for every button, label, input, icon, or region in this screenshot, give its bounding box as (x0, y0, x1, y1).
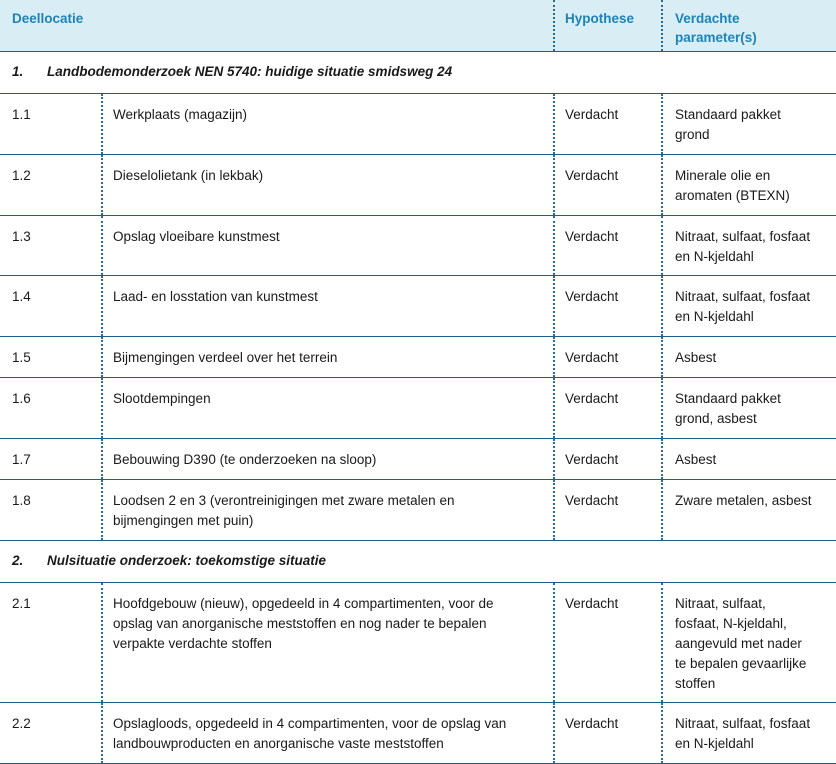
parameter-line: grond, asbest (675, 411, 757, 426)
parameter-line: aromaten (BTEXN) (675, 188, 790, 203)
column-divider (661, 94, 663, 154)
parameter-line: en N-kjeldahl (675, 736, 754, 751)
row-hypothesis: Verdacht (565, 493, 619, 508)
column-divider (101, 583, 103, 702)
parameter-line: Nitraat, sulfaat, (675, 596, 766, 611)
parameter-line: Zware metalen, asbest (675, 493, 812, 508)
column-divider (101, 155, 103, 215)
row-number: 1.4 (12, 289, 31, 304)
description-line: Werkplaats (magazijn) (113, 107, 248, 122)
row-number: 1.8 (12, 493, 31, 508)
column-divider (661, 337, 663, 377)
row-description (113, 714, 549, 754)
row-number: 1.2 (12, 168, 31, 183)
description-line: landbouwproducten en anorganische vaste meststoffen (113, 736, 444, 751)
section-title-text: Nulsituatie onderzoek: toekomstige situatie (47, 553, 327, 568)
row-parameters (675, 491, 835, 511)
section-heading (0, 541, 836, 583)
column-divider (101, 94, 103, 154)
row-hypothesis: Verdacht (565, 229, 619, 244)
row-parameters (675, 105, 835, 145)
row-parameters (675, 594, 835, 694)
row-number: 1.3 (12, 229, 31, 244)
parameter-line: aangevuld met nader (675, 636, 802, 651)
row-parameters (675, 166, 835, 206)
header-verdachte-line2: parameter(s) (675, 30, 757, 45)
column-divider (553, 155, 555, 215)
column-divider (661, 216, 663, 275)
column-divider (661, 0, 663, 51)
row-description (113, 491, 549, 531)
parameter-line: Nitraat, sulfaat, fosfaat (675, 716, 811, 731)
table-row (0, 439, 836, 480)
parameter-line: Standaard pakket (675, 107, 781, 122)
table-row (0, 583, 836, 703)
column-divider (553, 0, 555, 51)
table-row (0, 276, 836, 337)
row-description (113, 105, 549, 125)
description-line: Bebouwing D390 (te onderzoeken na sloop) (113, 452, 377, 467)
column-divider (661, 155, 663, 215)
row-number: 2.1 (12, 596, 31, 611)
column-divider (553, 583, 555, 702)
description-line: bijmengingen met puin) (113, 513, 254, 528)
row-number: 1.1 (12, 107, 31, 122)
section-title-text: Landbodemonderzoek NEN 5740: huidige situatie smidsweg 24 (47, 64, 453, 79)
row-description (113, 166, 549, 186)
row-description (113, 450, 549, 470)
parameter-line: fosfaat, N-kjeldahl, (675, 616, 787, 631)
column-divider (661, 583, 663, 702)
column-divider (661, 276, 663, 336)
row-number: 1.5 (12, 350, 31, 365)
row-parameters (675, 348, 835, 368)
column-divider (101, 439, 103, 479)
column-divider (553, 94, 555, 154)
header-verdachte-parameters (675, 9, 757, 47)
column-divider (101, 378, 103, 438)
row-parameters (675, 389, 835, 429)
description-line: Loodsen 2 en 3 (verontreinigingen met zware metalen en (113, 493, 455, 508)
table-body (0, 52, 836, 764)
column-divider (661, 703, 663, 763)
section-title (12, 553, 326, 568)
section-number: 2. (12, 553, 24, 568)
parameter-line: grond (675, 127, 710, 142)
row-number: 1.6 (12, 391, 31, 406)
description-line: Slootdempingen (113, 391, 211, 406)
column-divider (661, 480, 663, 540)
table-row (0, 216, 836, 276)
column-divider (101, 480, 103, 540)
column-divider (101, 276, 103, 336)
section-number: 1. (12, 64, 24, 79)
row-parameters (675, 287, 835, 327)
parameter-line: te bepalen gevaarlijke (675, 656, 807, 671)
parameter-line: Standaard pakket (675, 391, 781, 406)
column-divider (553, 276, 555, 336)
column-divider (101, 337, 103, 377)
description-line: Laad- en losstation van kunstmest (113, 289, 318, 304)
row-parameters (675, 227, 835, 267)
parameter-line: Minerale olie en (675, 168, 771, 183)
row-parameters (675, 450, 835, 470)
row-description (113, 594, 549, 654)
table-row (0, 337, 836, 378)
column-divider (101, 216, 103, 275)
header-hypothese: Hypothese (565, 11, 635, 26)
column-divider (553, 378, 555, 438)
description-line: Bijmengingen verdeel over het terrein (113, 350, 338, 365)
row-hypothesis: Verdacht (565, 107, 619, 122)
description-line: verpakte verdachte stoffen (113, 636, 272, 651)
description-line: Opslagloods, opgedeeld in 4 compartimenten, voor de opslag van (113, 716, 507, 731)
description-line: Hoofdgebouw (nieuw), opgedeeld in 4 compartimenten, voor de (113, 596, 494, 611)
column-divider (553, 703, 555, 763)
row-number: 1.7 (12, 452, 31, 467)
row-hypothesis: Verdacht (565, 716, 619, 731)
row-hypothesis: Verdacht (565, 289, 619, 304)
row-description (113, 287, 549, 307)
description-line: opslag van anorganische meststoffen en nog nader te bepalen (113, 616, 487, 631)
parameter-line: en N-kjeldahl (675, 309, 754, 324)
description-line: Dieselolietank (in lekbak) (113, 168, 264, 183)
header-deellocatie: Deellocatie (12, 11, 84, 26)
row-description (113, 227, 549, 247)
column-divider (553, 337, 555, 377)
row-description (113, 348, 549, 368)
row-number: 2.2 (12, 716, 31, 731)
parameter-line: Asbest (675, 452, 717, 467)
header-verdachte-line1: Verdachte (675, 11, 740, 26)
parameter-line: Nitraat, sulfaat, fosfaat (675, 229, 811, 244)
column-divider (553, 480, 555, 540)
row-hypothesis: Verdacht (565, 168, 619, 183)
column-divider (101, 703, 103, 763)
row-description (113, 389, 549, 409)
row-hypothesis: Verdacht (565, 452, 619, 467)
column-divider (553, 216, 555, 275)
parameter-line: stoffen (675, 676, 716, 691)
table-header (0, 0, 836, 52)
table-row (0, 378, 836, 439)
parameter-line: Nitraat, sulfaat, fosfaat (675, 289, 811, 304)
row-hypothesis: Verdacht (565, 391, 619, 406)
column-divider (553, 439, 555, 479)
parameter-line: Asbest (675, 350, 717, 365)
table-row (0, 155, 836, 216)
column-divider (661, 378, 663, 438)
description-line: Opslag vloeibare kunstmest (113, 229, 280, 244)
table-row (0, 94, 836, 155)
section-heading (0, 52, 836, 94)
section-title (12, 64, 452, 79)
column-divider (661, 439, 663, 479)
row-hypothesis: Verdacht (565, 596, 619, 611)
table-row (0, 480, 836, 541)
row-parameters (675, 714, 835, 754)
parameter-line: en N-kjeldahl (675, 249, 754, 264)
table-row (0, 703, 836, 764)
row-hypothesis: Verdacht (565, 350, 619, 365)
